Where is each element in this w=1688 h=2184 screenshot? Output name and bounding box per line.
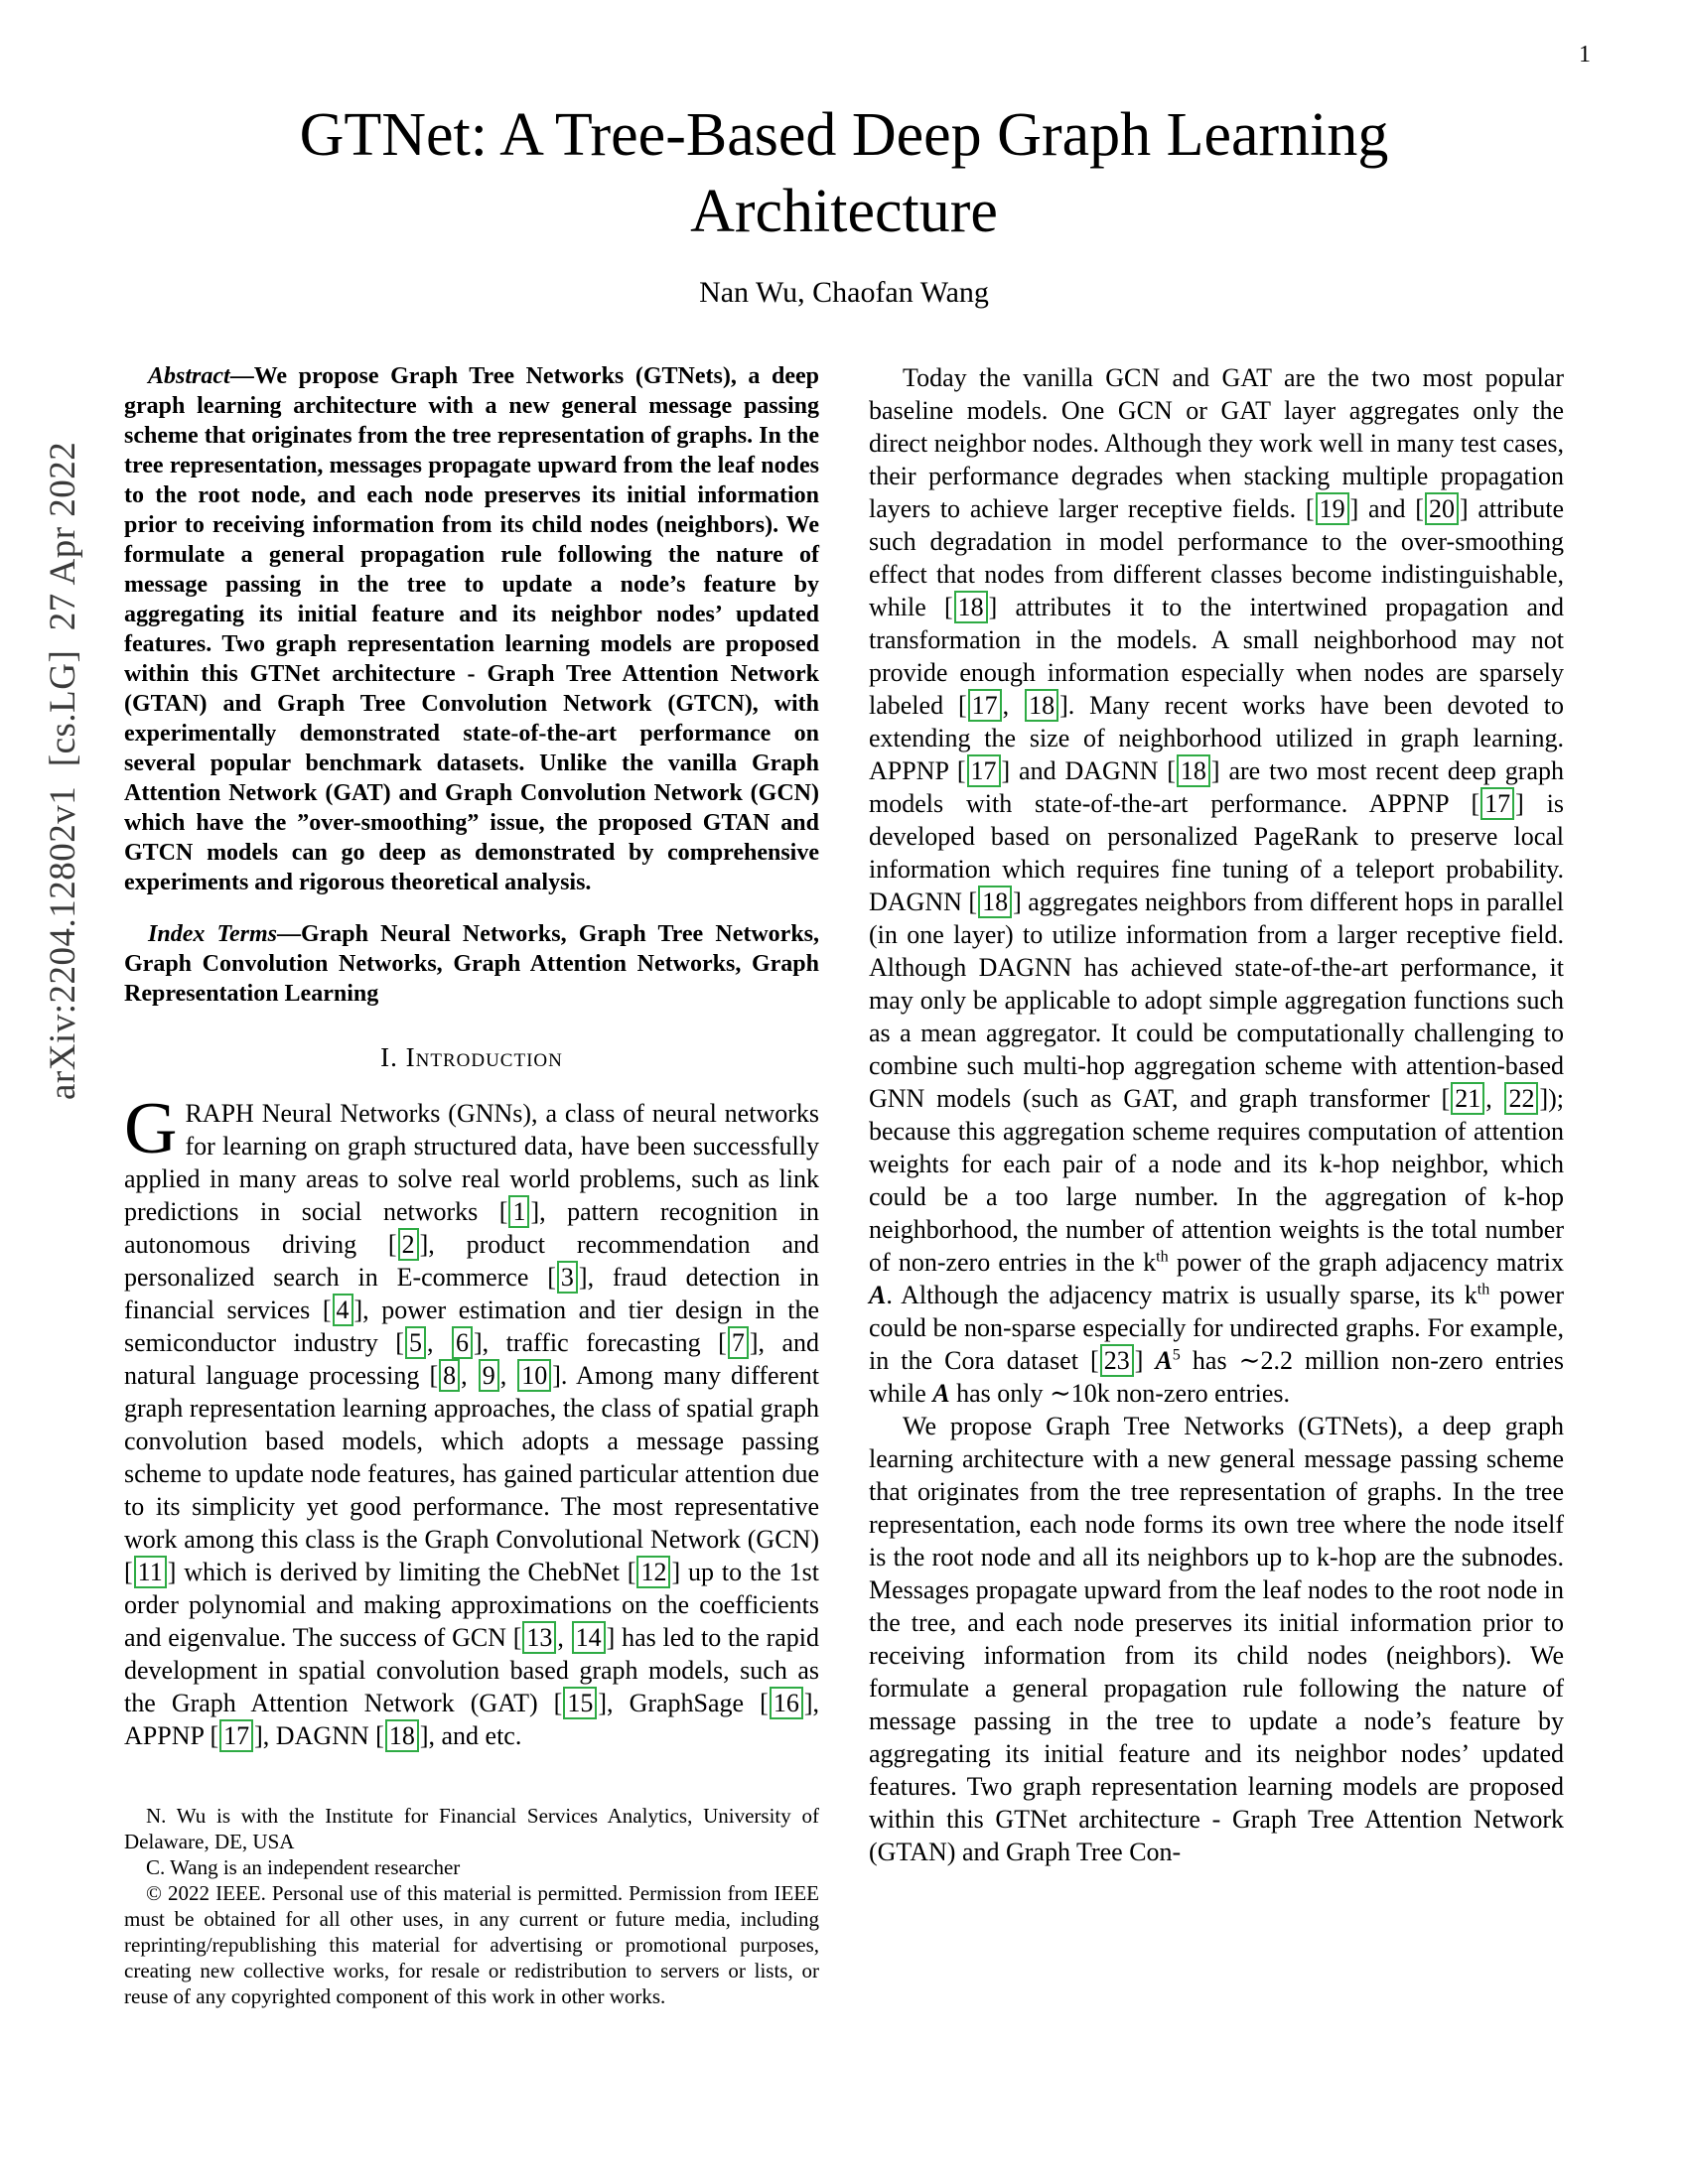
abstract-paragraph <box>124 361 819 897</box>
paper-authors: Nan Wu, Chaofan Wang <box>699 275 989 309</box>
math-symbol: A <box>932 1378 950 1408</box>
paper-title: GTNet: A Tree-Based Deep Graph Learning Architecture <box>299 101 1389 245</box>
citation-link[interactable]: 11 <box>134 1556 167 1588</box>
footnote-block <box>124 1803 819 2017</box>
citation-link[interactable]: 18 <box>978 886 1012 918</box>
citation-link[interactable]: 17 <box>1480 787 1514 820</box>
citation-link[interactable]: 6 <box>452 1326 473 1359</box>
citation-link[interactable]: 12 <box>636 1556 670 1588</box>
citation-link[interactable]: 5 <box>405 1326 426 1359</box>
citation-link[interactable]: 15 <box>563 1687 597 1719</box>
citation-link[interactable]: 17 <box>968 689 1002 722</box>
citation-link[interactable]: 21 <box>1451 1082 1484 1115</box>
citation-link[interactable]: 8 <box>439 1359 460 1392</box>
title-block <box>124 97 1564 310</box>
superscript: th <box>1477 1281 1490 1298</box>
citation-link[interactable]: 23 <box>1100 1344 1134 1377</box>
math-symbol: A <box>869 1280 887 1309</box>
footnote-copyright: © 2022 IEEE. Personal use of this material is permitted. Permission from IEEE must be obtained for all other uses, in any current or future media, including reprinting/republishing this material for advertising or promotional purposes, creating new collective works, for resale or redistribution to servers or lists, or reuse of any copyrighted component of this work in other works. <box>124 1880 819 2008</box>
intro-paragraph-text: RAPH Neural Networks (GNNs), a class of neural networks for learning on graph structured data, have been successfully applied in many areas to solve real world problems, such as link predictions in social networks [ 1 ], pattern recognition in autonomous driving [ 2 ], product recommendation and personalized search in E-commerce [ 3 ], fraud detection in financial services [ 4 ], power estimation and tier design in the semiconductor industry [ 5 , 6 ], traffic forecasting [ 7 ], and natural language processing [ 8 , 9 , 10 ]. Among many different graph representation learning approaches, the class of spatial graph convolution based models, which adopts a message passing scheme to update node features, has gained particular attention due to its simplicity yet good performance. The most representative work among this class is the Graph Convolutional Network (GCN) [ 11 ] which is derived by limiting the ChebNet [ 12 ] up to the 1st order polynomial and making approximations on the coefficients and eigenvalue. The success of GCN [ 13 , 14 ] has led to the rapid development in spatial convolution based graph models, such as the Graph Attention Network (GAT) [ 15 ], GraphSage [ 16 ], APPNP [ 17 ], DAGNN [ 18 ], and etc. <box>124 1098 820 1750</box>
abstract-lead: Abstract <box>148 362 230 389</box>
citation-link[interactable]: 22 <box>1504 1082 1538 1115</box>
citation-link[interactable]: 14 <box>572 1621 606 1654</box>
body-paragraph-2: We propose Graph Tree Networks (GTNets), a deep graph learning architecture with a new general message passing scheme that originates from the tree representation of graphs. In the tree representation, each node forms its own tree where the node itself is the root node and all its neighbors up to k-hop are the subnodes. Messages propagate upward from the leaf nodes to the root node in the tree, and each node preserves its initial information prior to receiving information from its child nodes (neighbors). We formulate a general propagation rule following the nature of message passing in the tree to update a node’s feature by aggregating its initial feature and its neighbor nodes’ updated features. Two graph representation learning models are proposed within this GTNet architecture - Graph Tree Attention Network (GTAN) and Graph Tree Con- <box>869 1411 1564 1866</box>
index-terms-paragraph <box>124 919 819 1009</box>
two-column-body <box>124 361 1564 2017</box>
superscript: th <box>1156 1248 1169 1266</box>
citation-link[interactable]: 3 <box>557 1261 578 1294</box>
intro-paragraph <box>124 1087 820 1752</box>
left-column <box>124 361 819 2017</box>
math-symbol: A <box>1155 1345 1173 1375</box>
citation-link[interactable]: 19 <box>1316 492 1349 525</box>
section-heading-introduction: I. Introduction <box>380 1041 563 1072</box>
body-paragraph-1: Today the vanilla GCN and GAT are the two most popular baseline models. One GCN or GAT layer aggregates only the direct neighbor nodes. Although they work well in many test cases, their performance degrades when stacking multiple propagation layers to achieve larger receptive fields. [ 19 ] and [ 20 ] attribute such degradation in model performance to the over-smoothing effect that nodes from different classes become indistinguishable, while [ 18 ] attributes it to the intertwined propagation and transformation in the models. A small neighborhood may not provide enough information especially when nodes are sparsely labeled [ 17 , 18 ]. Many recent works have been devoted to extending the size of neighborhood utilized in graph learning. APPNP [ 17 ] and DAGNN [ 18 ] are two most recent deep graph models with state-of-the-art performance. APPNP [ 17 ] is developed based on personalized PageRank to preserve local information which requires fine tuning of a teleport probability. DAGNN [ 18 ] aggregates neighbors from different hops in parallel (in one layer) to utilize information from a larger receptive field. Although DAGNN has achieved state-of-the-art performance, it may only be applicable to adopt simple aggregation functions such as a mean aggregator. It could be computationally challenging to combine such multi-hop aggregation scheme with attention-based GNN models (such as GAT, and graph transformer [ 21 , 22 ]); because this aggregation scheme requires computation of attention weights for each pair of a node and its k-hop neighbor, which could be a too large number. In the aggregation of k-hop neighborhood, the number of attention weights is the total number of non-zero entries in the $k^{th}$ power of the graph adjacency matrix A. Although the adjacency matrix is usually sparse, its $k^{th}$ power could be non-sparse especially for undirected graphs. For example, in the Cora dataset [ 23 ] $A^5$ has ∼2.2 million non-zero entries while A has only ∼10k non-zero entries. <box>869 362 1565 1408</box>
arxiv-stamp: arXiv:2204.12802v1 [cs.LG] 27 Apr 2022 <box>43 441 83 1100</box>
citation-link[interactable]: 13 <box>522 1621 556 1654</box>
citation-link[interactable]: 10 <box>517 1359 551 1392</box>
index-terms-lead: Index Terms <box>148 920 277 947</box>
citation-link[interactable]: 7 <box>728 1326 749 1359</box>
citation-link[interactable]: 17 <box>967 754 1001 787</box>
citation-link[interactable]: 9 <box>479 1359 499 1392</box>
index-terms-text: —Graph Neural Networks, Graph Tree Networks, Graph Convolution Networks, Graph Attention Networks, Graph Representation Learning <box>124 920 820 1007</box>
abstract-text: —We propose Graph Tree Networks (GTNets), a deep graph learning architecture with a new general message passing scheme that originates from the tree representation of graphs. In the tree representation, messages propagate upward from the leaf nodes to the root node, and each node preserves its initial information prior to receiving information from its child nodes (neighbors). We formulate a general propagation rule following the nature of message passing in the tree to update a node’s feature by aggregating its initial feature and its neighbor nodes’ updated features. Two graph representation learning models are proposed within this GTNet architecture - Graph Tree Attention Network (GTAN) and Graph Tree Convolution Network (GTCN), with experimentally demonstrated state-of-the-art performance on several popular benchmark datasets. Unlike the vanilla Graph Attention Network (GAT) and Graph Convolution Network (GCN) which have the ”over-smoothing” issue, the proposed GTAN and GTCN models can go deep as demonstrated by comprehensive experiments and rigorous theoretical analysis. <box>124 362 819 895</box>
citation-link[interactable]: 17 <box>219 1719 253 1752</box>
citation-link[interactable]: 20 <box>1425 492 1459 525</box>
citation-link[interactable]: 16 <box>770 1687 803 1719</box>
citation-link[interactable]: 18 <box>1177 754 1210 787</box>
footnote-author-affiliation-1: N. Wu is with the Institute for Financial Services Analytics, University of Delaware, DE, USA <box>124 1803 819 1853</box>
citation-link[interactable]: 18 <box>385 1719 419 1752</box>
superscript: 5 <box>1172 1346 1181 1364</box>
citation-link[interactable]: 2 <box>398 1228 419 1261</box>
dropcap-letter: G <box>124 1087 178 1169</box>
citation-link[interactable]: 4 <box>333 1294 353 1326</box>
right-column <box>869 361 1564 2017</box>
citation-link[interactable]: 18 <box>1025 689 1058 722</box>
footnote-author-affiliation-2: C. Wang is an independent researcher <box>146 1854 461 1879</box>
citation-link[interactable]: 18 <box>954 591 988 623</box>
citation-link[interactable]: 1 <box>508 1195 529 1228</box>
page-number: 1 <box>1579 42 1591 68</box>
